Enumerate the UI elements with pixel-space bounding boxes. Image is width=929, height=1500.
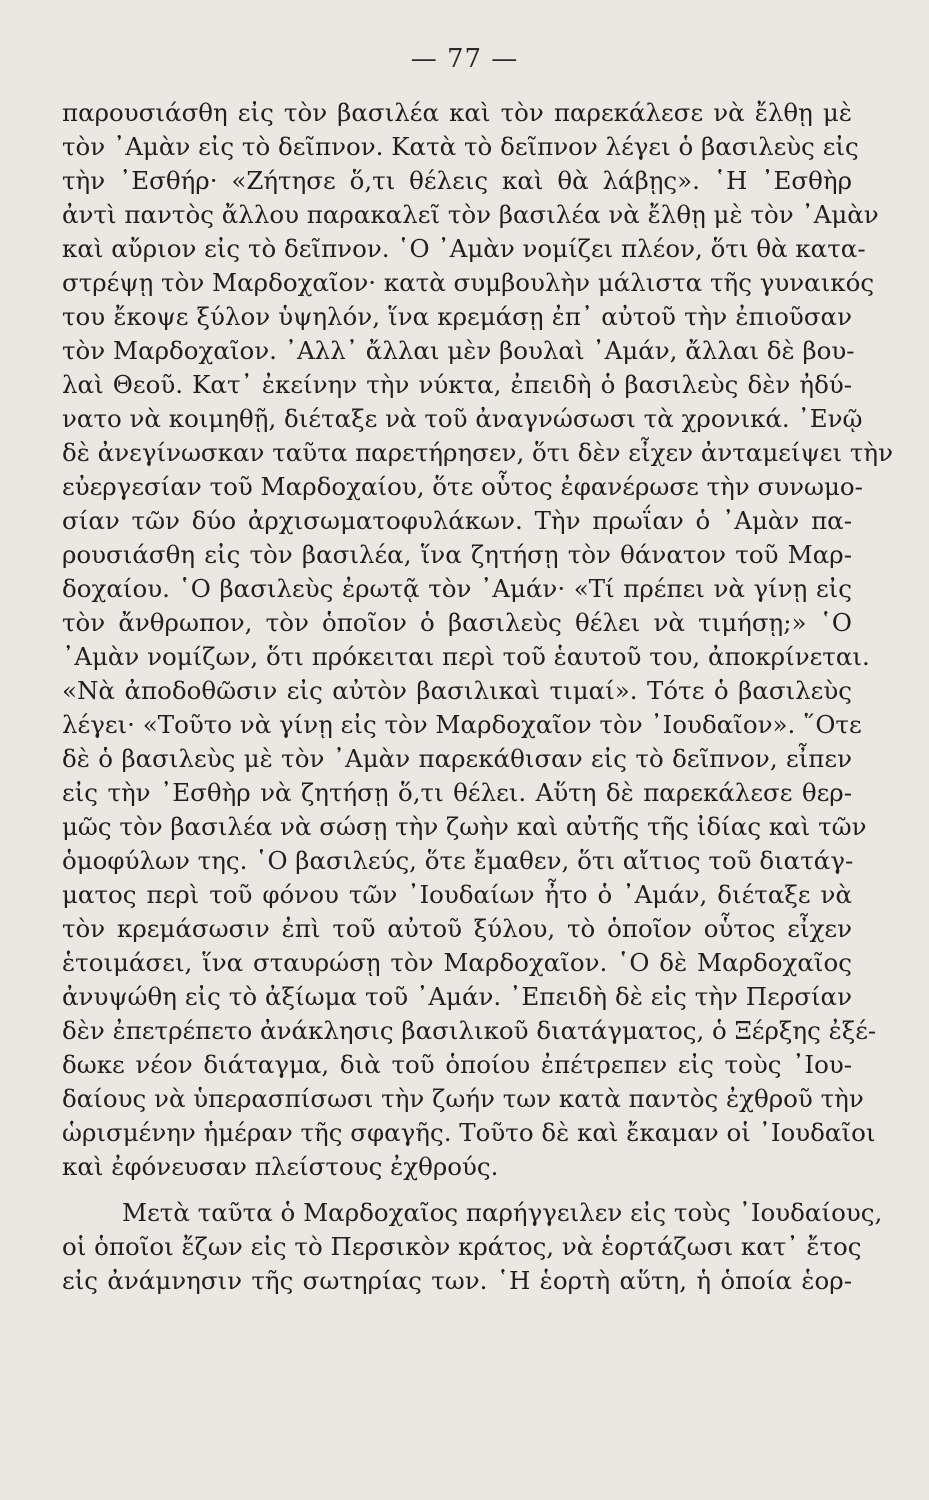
body-text bbox=[62, 96, 894, 1298]
text-line: παρουσιάσθη εἰς τὸν βασιλέα καὶ τὸν παρεκάλεσε νὰ ἔλθῃ μὲ bbox=[62, 98, 852, 127]
text-line: του ἔκοψε ξύλον ὑψηλόν, ἵνα κρεμάσῃ ἐπ᾿ αὐτοῦ τὴν ἐπιοῦσαν bbox=[62, 302, 852, 331]
text-line: λαὶ Θεοῦ. Κατ᾿ ἐκείνην τὴν νύκτα, ἐπειδὴ ὁ βασιλεὺς δὲν ἠδύ- bbox=[62, 370, 852, 399]
text-line: καὶ ἐφόνευσαν πλείστους ἐχθρούς. bbox=[62, 1152, 499, 1181]
text-line: σίαν τῶν δύο ἀρχισωματοφυλάκων. Τὴν πρωΐαν ὁ ᾿Αμὰν πα- bbox=[62, 506, 852, 535]
page-number: — 77 — bbox=[410, 44, 519, 74]
text-line: Μετὰ ταῦτα ὁ Μαρδοχαῖος παρήγγειλεν εἰς τοὺς ᾿Ιουδαίους, bbox=[122, 1198, 883, 1227]
text-line: ἑτοιμάσει, ἵνα σταυρώσῃ τὸν Μαρδοχαῖον. ῾Ο δὲ Μαρδοχαῖος bbox=[62, 948, 852, 977]
text-line: δωκε νέον διάταγμα, διὰ τοῦ ὁποίου ἐπέτρεπεν εἰς τοὺς ᾿Ιου- bbox=[62, 1050, 852, 1079]
text-line: δὲ ἀνεγίνωσκαν ταῦτα παρετήρησεν, ὅτι δὲν εἶχεν ἀνταμείψει τὴν bbox=[62, 438, 894, 467]
text-line: «Νὰ ἀποδοθῶσιν εἰς αὐτὸν βασιλικαὶ τιμαί». Τότε ὁ βασιλεὺς bbox=[62, 676, 852, 705]
text-line: μῶς τὸν βασιλέα νὰ σώσῃ τὴν ζωὴν καὶ αὐτῆς τῆς ἰδίας καὶ τῶν bbox=[62, 812, 867, 841]
text-line: νατο νὰ κοιμηθῇ, διέταξε νὰ τοῦ ἀναγνώσωσι τὰ χρονικά. ᾿Ενῷ bbox=[62, 404, 863, 433]
text-line: ρουσιάσθη εἰς τὸν βασιλέα, ἵνα ζητήσῃ τὸν θάνατον τοῦ Μαρ- bbox=[62, 540, 852, 569]
text-line: τὸν ἄνθρωπον, τὸν ὁποῖον ὁ βασιλεὺς θέλει νὰ τιμήσῃ;» ῾Ο bbox=[62, 608, 852, 637]
text-line: εἰς ἀνάμνησιν τῆς σωτηρίας των. ῾Η ἑορτὴ αὕτη, ἡ ὁποία ἑορ- bbox=[62, 1266, 852, 1295]
text-line: δὲ ὁ βασιλεὺς μὲ τὸν ᾿Αμὰν παρεκάθισαν εἰς τὸ δεῖπνον, εἶπεν bbox=[62, 744, 852, 773]
text-line: ᾿Αμὰν νομίζων, ὅτι πρόκειται περὶ τοῦ ἑαυτοῦ του, ἀποκρίνεται. bbox=[62, 642, 870, 671]
text-line: ἀνυψώθη εἰς τὸ ἀξίωμα τοῦ ᾿Αμάν. ᾿Επειδὴ δὲ εἰς τὴν Περσίαν bbox=[62, 982, 852, 1011]
text-line: στρέψῃ τὸν Μαρδοχαῖον· κατὰ συμβουλὴν μάλιστα τῆς γυναικός bbox=[62, 268, 875, 297]
text-line: ματος περὶ τοῦ φόνου τῶν ᾿Ιουδαίων ἦτο ὁ ᾿Αμάν, διέταξε νὰ bbox=[62, 880, 852, 909]
text-line: δὲν ἐπετρέπετο ἀνάκλησις βασιλικοῦ διατάγματος, ὁ Ξέρξης ἐξέ- bbox=[62, 1016, 877, 1045]
text-line: δαίους νὰ ὑπερασπίσωσι τὴν ζωήν των κατὰ παντὸς ἐχθροῦ τὴν bbox=[62, 1084, 864, 1113]
paragraph-gap bbox=[62, 1184, 852, 1196]
text-line: εὐεργεσίαν τοῦ Μαρδοχαίου, ὅτε οὗτος ἐφανέρωσε τὴν συνωμο- bbox=[62, 472, 863, 501]
text-line: καὶ αὔριον εἰς τὸ δεῖπνον. ῾Ο ᾿Αμὰν νομίζει πλέον, ὅτι θὰ κατα- bbox=[62, 234, 866, 263]
text-line: δοχαίου. ῾Ο βασιλεὺς ἐρωτᾷ τὸν ᾿Αμάν· «Τί πρέπει νὰ γίνῃ εἰς bbox=[62, 574, 852, 603]
text-line: ὡρισμένην ἡμέραν τῆς σφαγῆς. Τοῦτο δὲ καὶ ἔκαμαν οἱ ᾿Ιουδαῖοι bbox=[62, 1118, 876, 1147]
text-line: οἱ ὁποῖοι ἔζων εἰς τὸ Περσικὸν κράτος, νὰ ἑορτάζωσι κατ᾿ ἔτος bbox=[62, 1232, 862, 1261]
text-line: τὴν ᾿Εσθήρ· «Ζήτησε ὅ,τι θέλεις καὶ θὰ λάβῃς». ῾Η ᾿Εσθὴρ bbox=[62, 166, 852, 195]
text-line: λέγει· «Τοῦτο νὰ γίνῃ εἰς τὸν Μαρδοχαῖον τὸν ᾿Ιουδαῖον». ῞Οτε bbox=[62, 710, 862, 739]
text-line: ἀντὶ παντὸς ἄλλου παρακαλεῖ τὸν βασιλέα νὰ ἔλθῃ μὲ τὸν ᾿Αμὰν bbox=[62, 200, 879, 229]
text-line: τὸν ᾿Αμὰν εἰς τὸ δεῖπνον. Κατὰ τὸ δεῖπνον λέγει ὁ βασιλεὺς εἰς bbox=[62, 132, 859, 161]
text-line: τὸν κρεμάσωσιν ἐπὶ τοῦ αὐτοῦ ξύλου, τὸ ὁποῖον οὗτος εἶχεν bbox=[62, 914, 852, 943]
text-line: ὁμοφύλων της. ῾Ο βασιλεύς, ὅτε ἔμαθεν, ὅτι αἴτιος τοῦ διατάγ- bbox=[62, 846, 854, 875]
text-line: εἰς τὴν ᾿Εσθὴρ νὰ ζητήσῃ ὅ,τι θέλει. Αὕτη δὲ παρεκάλεσε θερ- bbox=[62, 778, 852, 807]
text-line: τὸν Μαρδοχαῖον. ᾿Αλλ᾿ ἄλλαι μὲν βουλαὶ ᾿Αμάν, ἄλλαι δὲ βου- bbox=[62, 336, 855, 365]
